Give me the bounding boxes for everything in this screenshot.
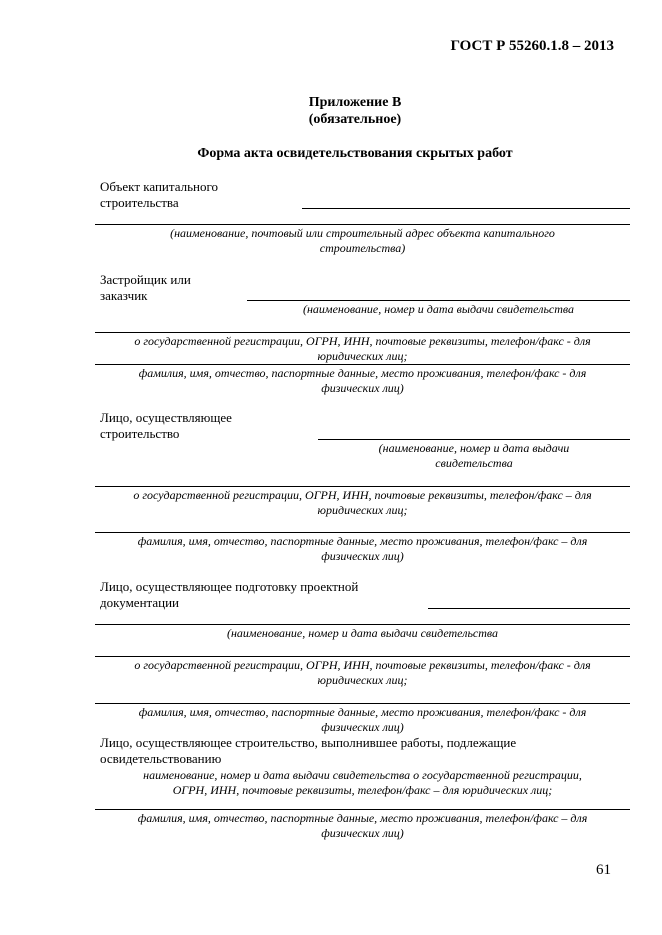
performer-label-1: Лицо, осуществляющее строительство, выполнившее работы, подлежащие [100,735,517,750]
developer-field-line-3[interactable] [95,364,630,365]
builder-caption-2a: о государственной регистрации, ОГРН, ИНН, почтовые реквизиты, телефон/факс – для [133,488,592,502]
designer-caption-3b: физических лиц) [321,720,404,734]
designer-caption-1: (наименование, номер и дата выдачи свидетельства [226,626,499,640]
designer-field-line-4[interactable] [95,703,630,704]
developer-caption-3a: фамилия, имя, отчество, паспортные данные, место проживания, телефон/факс - для [138,366,587,380]
builder-label-1: Лицо, осуществляющее [100,410,232,425]
performer-caption-1b: ОГРН, ИНН, почтовые реквизиты, телефон/факс – для юридических лиц; [172,783,553,797]
appendix-title: Приложение В [308,95,402,110]
builder-caption-1a: (наименование, номер и дата выдачи [378,441,570,455]
developer-field-line-2[interactable] [95,332,630,333]
document-number: ГОСТ Р 55260.1.8 – 2013 [450,38,614,54]
performer-caption-1a: наименование, номер и дата выдачи свидетельства о государственной регистрации, [143,768,582,782]
developer-label-1: Застройщик или [100,272,191,287]
developer-caption-1: (наименование, номер и дата выдачи свидетельства [302,302,575,316]
builder-caption-2b: юридических лиц; [317,503,408,517]
builder-field-line-2[interactable] [95,486,630,487]
appendix-note: (обязательное) [308,112,402,127]
performer-field-line[interactable] [95,809,630,810]
builder-field-line-3[interactable] [95,532,630,533]
developer-caption-3b: физических лиц) [321,381,404,395]
developer-field-line[interactable] [247,300,630,301]
builder-caption-3a: фамилия, имя, отчество, паспортные данные, место проживания, телефон/факс – для [137,534,588,548]
form-title: Форма акта освидетельствования скрытых работ [197,146,513,161]
designer-field-line[interactable] [428,608,630,609]
builder-field-line[interactable] [318,439,630,440]
builder-caption-3b: физических лиц) [321,549,404,563]
object-field-line-2[interactable] [95,224,630,225]
object-field-line[interactable] [302,208,630,209]
performer-label-2: освидетельствованию [100,751,222,766]
designer-caption-3a: фамилия, имя, отчество, паспортные данные, место проживания, телефон/факс - для [138,705,587,719]
object-caption-2: строительства) [319,241,406,255]
developer-caption-2a: о государственной регистрации, ОГРН, ИНН, почтовые реквизиты, телефон/факс - для [134,334,591,348]
builder-label-2: строительство [100,426,180,441]
developer-label-2: заказчик [100,288,148,303]
designer-label-2: документации [100,595,180,610]
page-number: 61 [596,862,611,878]
designer-caption-2a: о государственной регистрации, ОГРН, ИНН, почтовые реквизиты, телефон/факс - для [134,658,591,672]
designer-label-1: Лицо, осуществляющее подготовку проектной [100,579,359,594]
designer-field-line-3[interactable] [95,656,630,657]
designer-caption-2b: юридических лиц; [317,673,408,687]
designer-field-line-2[interactable] [95,624,630,625]
object-label-1: Объект капитального [100,179,218,194]
object-caption-1: (наименование, почтовый или строительный адрес объекта капитального [170,226,555,240]
developer-caption-2b: юридических лиц; [317,349,408,363]
builder-caption-1b: свидетельства [435,456,513,470]
performer-caption-2a: фамилия, имя, отчество, паспортные данные, место проживания, телефон/факс – для [137,811,588,825]
object-label-2: строительства [100,195,179,210]
performer-caption-2b: физических лиц) [321,826,404,840]
